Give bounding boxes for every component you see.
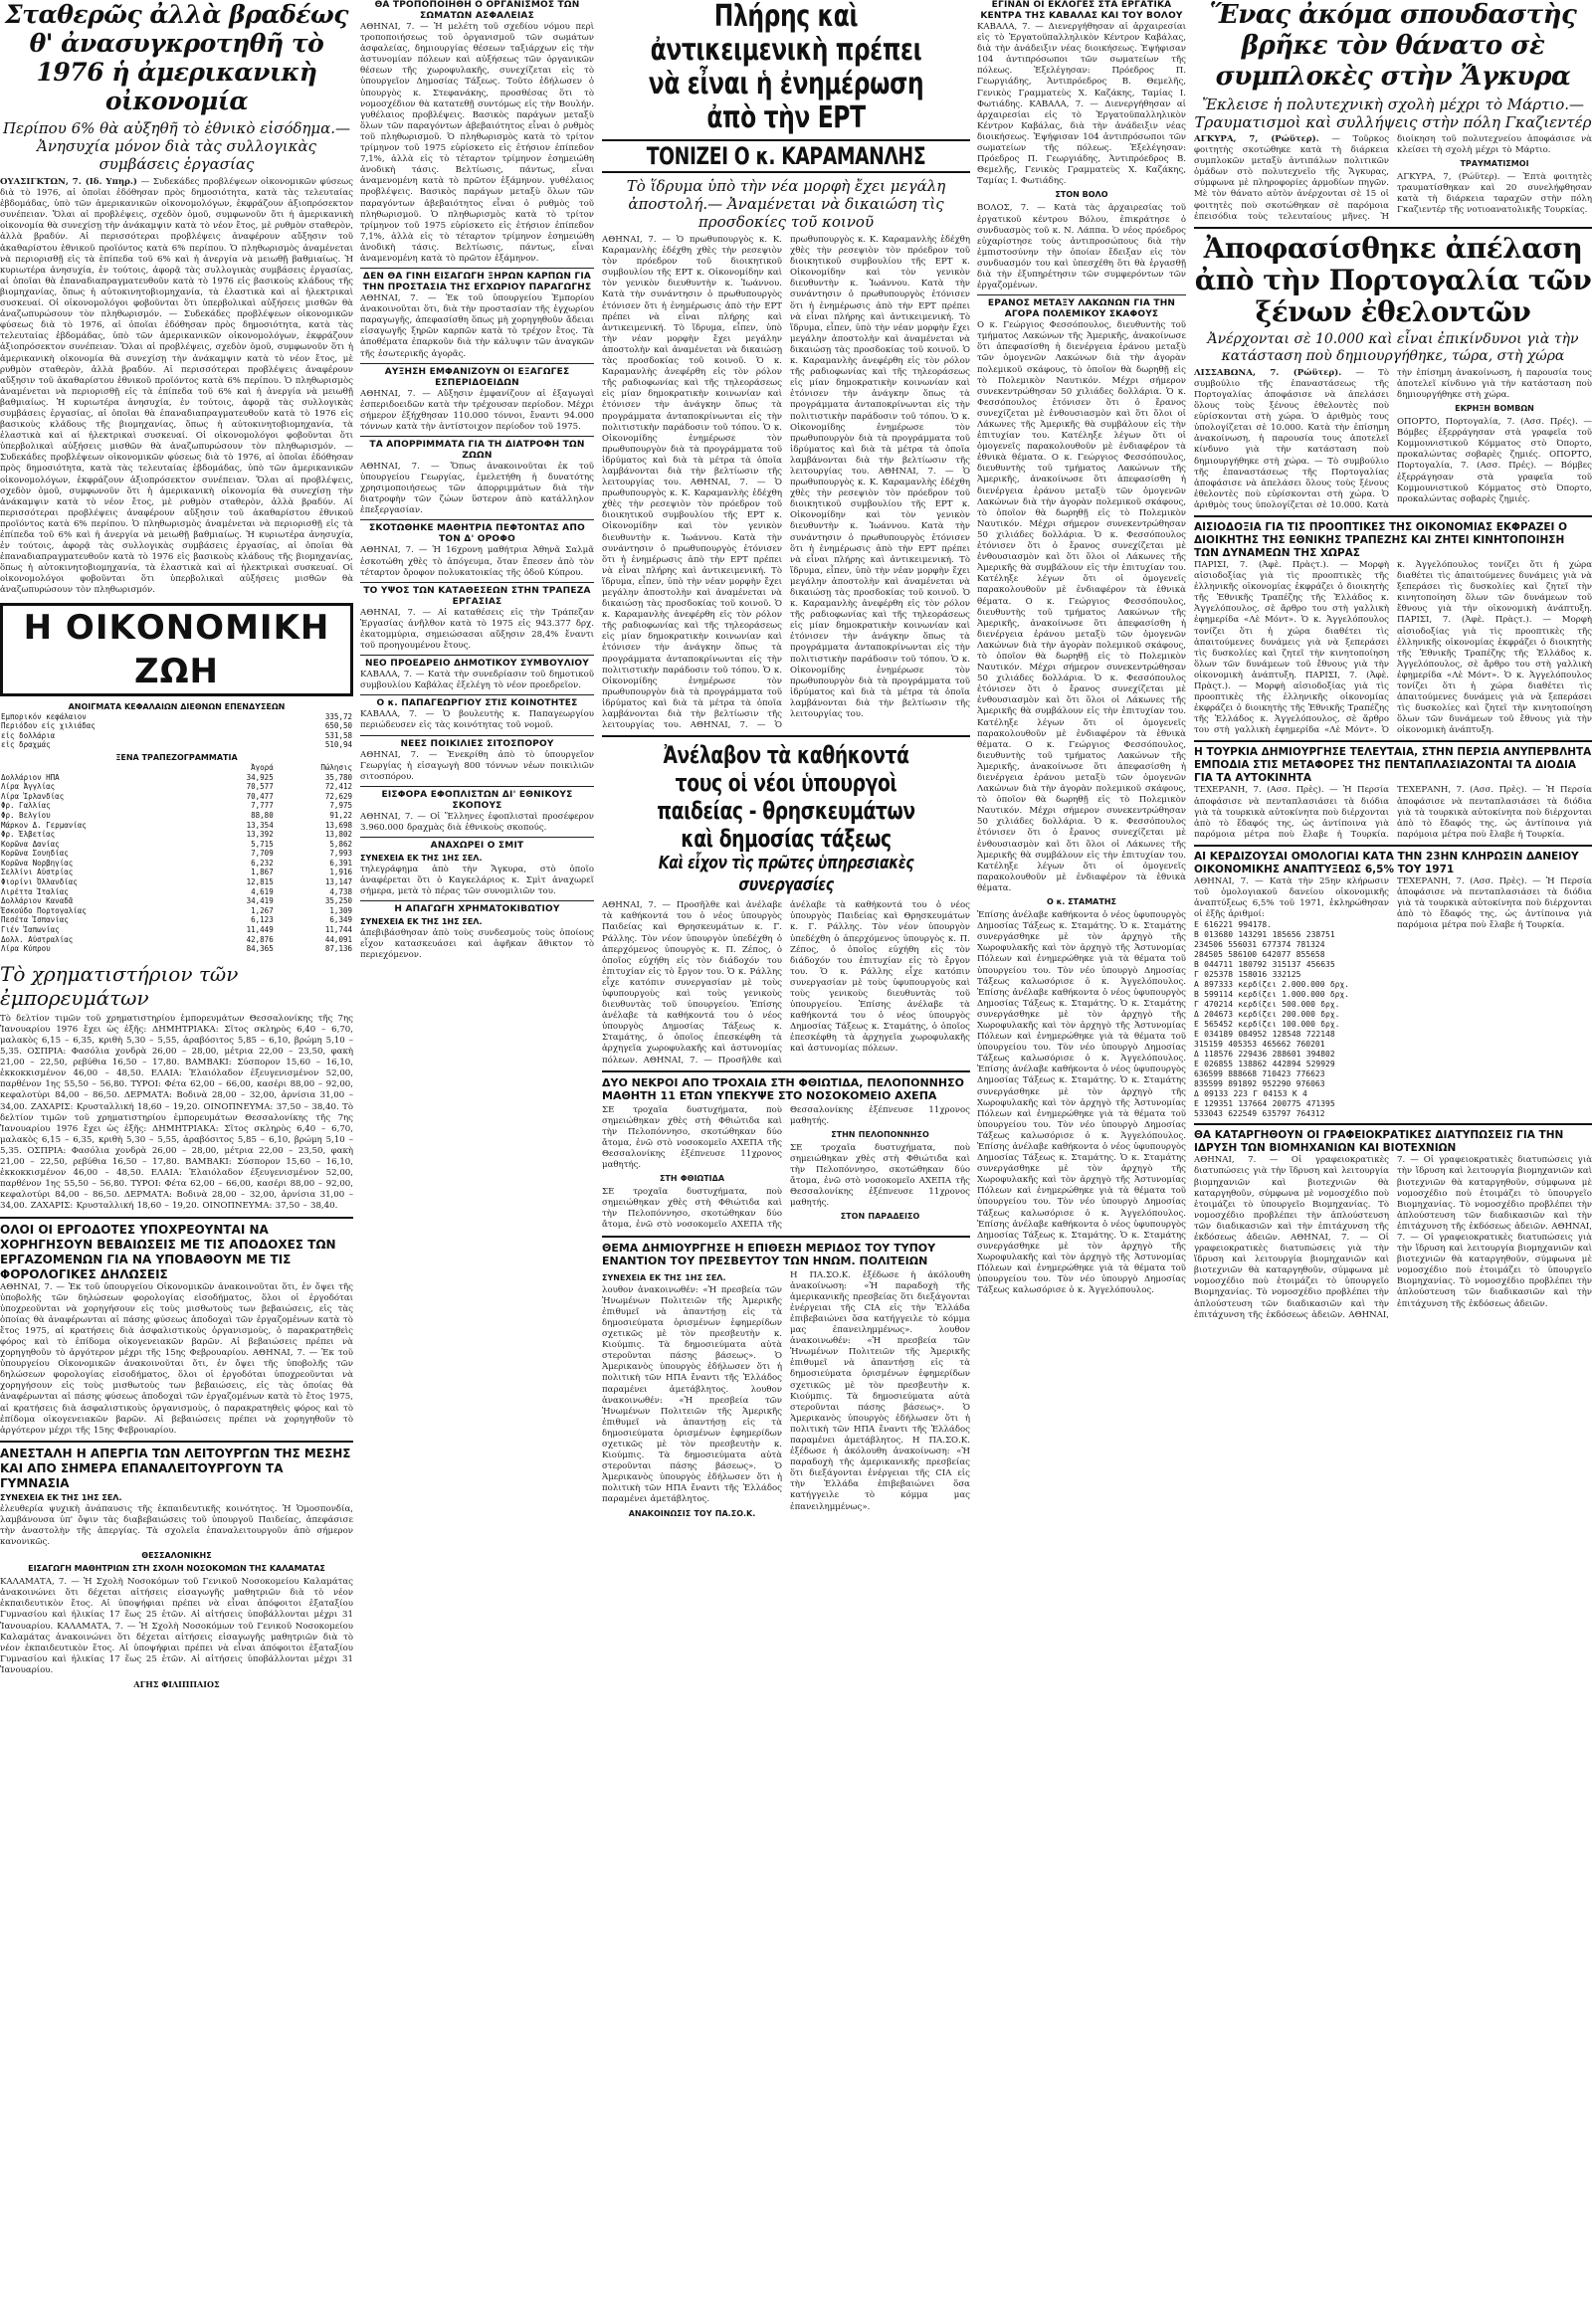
- row-label: Σελλίνι Αὐστρίας: [1, 868, 74, 877]
- article-student-fall: [360, 545, 594, 578]
- article-text-repeat: ΠΑΡΙΣΙ, 7. (Ἀφὲ. Πρὰςτ.). — Μορφὴ αἰσιοδοξίας γιὰ τὶς προοπτικὲς τῆς ἑλληνικῆς οἰκονομίας ἐκφράζει ὁ διοικητὴς τῆς Ἐθνικῆς Τραπέζης τῆς Ἑλλάδος κ. Ἀγγελόπουλος, σὲ ἄρθρο του στὴ γαλλικὴ ἐφημερίδα «Λὲ Μόντ». Ὁ κ. Ἀγγελόπουλος τονίζει ὅτι ἡ χώρα διαθέτει τὶς ἀπαιτούμενες δυνάμεις γιὰ νὰ ξεπεράσει τὶς δυσκολίες καὶ ζητεῖ τὴν κινητοποίηση ὅλων τῶν δυνάμεων τοῦ ἔθνους γιὰ τὴν οἰκονομικὴ ἀνάπτυξη.: [1194, 559, 1592, 736]
- article-text: ΑΘΗΝΑΙ, 7. — Ὁ πρωθυπουργὸς κ. Κ. Καραμανλὴς ἐδέχθη χθὲς τὴν ρεσεψιὸν τὸν πρόεδρον τοῦ διοικητικοῦ συμβουλίου τῆς ΕΡΤ κ. Οἰκονομίδην καὶ τὸν γενικὸν διευθυντὴν κ. Ἰωάννου. Κατὰ τὴν συνάντησιν ὁ πρωθυπουργὸς ἐτόνισεν ὅτι ἡ ἐνημέρωσις ἀπὸ τὴν ΕΡΤ πρέπει νὰ εἶναι πλήρης καὶ ἀντικειμενική. Τὸ ἵδρυμα, εἶπεν, ὑπὸ τὴν νέαν μορφὴν ἔχει μεγάλην ἀποστολὴν καὶ ἀναμένεται νὰ δικαιώσῃ τὰς προσδοκίας τοῦ κοινοῦ. Ὁ κ. Καραμανλὴς ἀνεφέρθη εἰς τὸν ρόλον τῆς ραδιοφωνίας καὶ τῆς τηλεοράσεως εἰς μίαν δημοκρατικὴν κοινωνίαν καὶ ἐτόνισεν τὴν ἀνάγκην ὅπως τὰ προγράμματα ἀνταποκρίνωνται εἰς τὴν πολιτιστικὴν παράδοσιν τοῦ τόπου. Ὁ κ. Οἰκονομίδης ἐνημέρωσε τὸν πρωθυπουργὸν διὰ τὰ προγράμματα τοῦ ἱδρύματος καὶ διὰ τὰ μέτρα τὰ ὁποῖα λαμβάνονται διὰ τὴν βελτίωσιν τῆς λειτουργίας του.: [602, 235, 782, 488]
- table-title: ΑΝΟΙΓΜΑΤΑ ΚΕΦΑΛΑΙΩΝ ΔΙΕΘΝΩΝ ΕΠΕΝΔΥΣΕΩΝ: [68, 701, 286, 711]
- table-row: [0, 811, 353, 821]
- table-row: [0, 935, 353, 945]
- article-text-repeat: ΑΘΗΝΑΙ, 7. — Ὁ πρωθυπουργὸς κ. Κ. Καραμανλὴς ἐδέχθη χθὲς τὴν ρεσεψιὸν τὸν πρόεδρον τοῦ διοικητικοῦ συμβουλίου τῆς ΕΡΤ κ. Οἰκονομίδην καὶ τὸν γενικὸν διευθυντὴν κ. Ἰωάννου. Κατὰ τὴν συνάντησιν ὁ πρωθυπουργὸς ἐτόνισεν ὅτι ἡ ἐνημέρωσις ἀπὸ τὴν ΕΡΤ πρέπει νὰ εἶναι πλήρης καὶ ἀντικειμενική. Τὸ ἵδρυμα, εἶπεν, ὑπὸ τὴν νέαν μορφὴν ἔχει μεγάλην ἀποστολὴν καὶ ἀναμένεται νὰ δικαιώσῃ τὰς προσδοκίας τοῦ κοινοῦ. Ὁ κ. Καραμανλὴς ἀνεφέρθη εἰς τὸν ρόλον τῆς ραδιοφωνίας καὶ τῆς τηλεοράσεως εἰς μίαν δημοκρατικὴν κοινωνίαν καὶ ἐτόνισεν τὴν ἀνάγκην ὅπως τὰ προγράμματα ἀνταποκρίνωνται εἰς τὴν πολιτιστικὴν παράδοσιν τοῦ τόπου. Ὁ κ. Οἰκονομίδης ἐνημέρωσε τὸν πρωθυπουργὸν διὰ τὰ προγράμματα τοῦ ἱδρύματος καὶ διὰ τὰ μέτρα τὰ ὁποῖα λαμβάνονται διὰ τὴν βελτίωσιν τῆς λειτουργίας του.: [690, 235, 970, 731]
- bond-number-line: 234506 556031 677374 781324: [1194, 940, 1325, 950]
- table-row: [0, 868, 353, 877]
- row-label: Φρ. Βελγίου: [1, 810, 51, 820]
- headline-us-economy: Σταθερῶς ἀλλὰ βραδέως θ' ἀνασυγκροτηθῆ τὸ 1976 ἡ ἀμερικανικὴ οἰκονομία: [4, 0, 349, 115]
- row-label: Δολλάριον Καναδᾶ: [1, 896, 74, 906]
- table-row: [0, 782, 353, 792]
- article-portugal: [1194, 368, 1592, 511]
- article-text: ΑΘΗΝΑΙ, 7. — Ὅπως ἀνακοινοῦται ἐκ τοῦ ὑπουργείου Γεωργίας, ἐμελετήθη ἡ δυνατότης χρησιμοποιήσεως τῶν ἀπορριμμάτων διὰ τὴν διατροφὴν τῶν ζώων ὕστερον ἀπὸ κατάλληλον ἐπεξεργασίαν.: [360, 462, 594, 516]
- cell-value: 7,709: [251, 849, 274, 859]
- article-text: ΣΕ τροχαῖα δυστυχήματα, ποὺ σημειώθηκαν χθὲς στὴ Φθιώτιδα καὶ τὴν Πελοπόννησο, σκοτώθηκαν δύο ἄτομα, ἐνῶ στὸ νοσοκομεῖο ΑΧΕΠΑ τῆς Θεσσαλονίκης ἐξέπνευσε 11χρονος μαθητής.: [602, 1104, 782, 1171]
- dateline: ΟΥΑΣΙΓΚΤΩΝ, 7. (Ιδ. Υπηρ.): [0, 177, 137, 187]
- article-text: ΑΓΚΥΡΑ, 7, (Ρώϋτερ). — Ἑπτὰ φοιτητὲς τραυματίσθηκαν καὶ 20 συνελήφθησαν κατὰ τὴ διάρκεια ταραχῶν στὴν πόλη Γκαζιεντέρ τῆς νοτιοανατολικῆς Τουρκίας.: [1397, 172, 1592, 216]
- row-label: Δολλ. Αὐστραλίας: [1, 934, 74, 944]
- cell-value: 34,419: [246, 896, 274, 906]
- bond-number-list: [1194, 920, 1389, 1119]
- table-row: [0, 792, 353, 802]
- article-text: ΑΘΗΝΑΙ, 7. — Οἱ Ἕλληνες ἐφοπλισταὶ προσέφερον 3.960.000 δραχμὰς διὰ ἐθνικοὺς σκοπούς.: [360, 811, 594, 833]
- bond-number-line: Δ 09133 223 Γ 04153 Κ 4: [1194, 1089, 1307, 1099]
- headline-security-forces: ΘΑ ΤΡΟΠΟΠΟΙΗΘΗ Ο ΟΡΓΑΝΙΣΜΟΣ ΤΩΝ ΣΩΜΑΤΩΝ ΑΣΦΑΛΕΙΑΣ: [374, 0, 580, 21]
- article-text: ἀπεβιβάσθησαν ἀπὸ τοὺς συνδεσμοὺς τοὺς ὁποίους εἶχον κατασκευάσει καὶ ἀφῆκαν ἄθικτον τὸ περιεχόμενον.: [360, 928, 594, 961]
- article-text: Η ΠΑ.ΣΟ.Κ. ἐξέδωσε ἡ ἀκόλουθη ἀνακοίνωση: «Ἡ παραδοχὴ τῆς ἀμερικανικῆς πρεσβείας ὅτι διεξάγονται ἐνέργειαι τῆς CIA εἰς τὴν Ἑλλάδα ἐπιβεβαιώνει ὅσα κατήγγειλε τὸ κόμμα μας ἐπανειλημμένως».: [790, 1269, 970, 1336]
- subheading: ΣΤΟΝ ΠΑΡΑΔΕΙΣΟ: [840, 1212, 920, 1222]
- bond-number-line: 315159 405353 465662 760201: [1194, 1040, 1325, 1050]
- headline-bureaucracy: ΘΑ ΚΑΤΑΡΓΗΘΟΥΝ ΟΙ ΓΡΑΦΕΙΟΚΡΑΤΙΚΕΣ ΔΙΑΤΥΠΩΣΕΙΣ ΓΙΑ ΤΗΝ ΙΔΡΥΣΗ ΤΩΝ ΒΙΟΜΗΧΑΝΙΩΝ ΚΑΙ ΒΙΟΤΕΧΝΙΩΝ: [1194, 1129, 1564, 1155]
- article-text-repeat: Ἐπίσης ἀνέλαβε καθήκοντα ὁ νέος ὑφυπουργὸς Δημοσίας Τάξεως κ. Σταμάτης. Ὁ κ. Σταμάτης συνεργάσθηκε μὲ τὸν ἀρχηγὸ τῆς Χωροφυλακῆς καὶ τὸν ἀρχηγὸ τῆς Ἀστυνομίας Πόλεων καὶ ἐνημερώθηκε γιὰ τὰ θέματα τοῦ ὑπουργείου του. Τὸν νέο ὑπουργὸ Δημοσίας Τάξεως καλωσόρισε ὁ κ. Ἀγγελόπουλος.: [977, 987, 1186, 1065]
- cell-value: 7,993: [329, 849, 352, 859]
- table-row: [0, 840, 353, 850]
- bond-number-line: Β 599114 κερδίζει 1.000.000 δρχ.: [1194, 990, 1350, 1000]
- headline-new-ministers: Ἀνέλαβον τὰ καθήκοντά τους οἱ νέοι ὑπουργοὶ παιδείας - θρησκευμάτων καὶ δημοσίας τάξεως: [657, 741, 915, 854]
- headline-traffic-deaths: ΔΥΟ ΝΕΚΡΟΙ ΑΠΟ ΤΡΟΧΑΙΑ ΣΤΗ ΦΘΙΩΤΙΔΑ, ΠΕΛΟΠΟΝΝΗΣΟ ΜΑΘΗΤΗ 11 ΕΤΩΝ ΥΠΕΚΥΨΕ ΣΤΟ ΝΟΣΟΚΟΜΕΙΟ ΑΧΕΠΑ: [602, 1075, 964, 1102]
- cell-value: 42,876: [246, 934, 274, 944]
- headline-bonds: ΑΙ ΚΕΡΔΙΖΟΥΣΑΙ ΟΜΟΛΟΓΙΑΙ ΚΑΤΑ ΤΗΝ 23ΗΝ ΚΛΗΡΩΣΙΝ ΔΑΝΕΙΟΥ ΟΙΚΟΝΟΜΙΚΗΣ ΑΝΑΠΤΥΞΕΩΣ 6,5% ΤΟΥ 1971: [1194, 850, 1579, 875]
- article-text-repeat: Ο κ. Γεώργιος Φεσσόπουλος, διευθυντὴς τοῦ τμήματος Λακώνων τῆς Ἀμερικῆς, ἀνακοίνωσε ὅτι ἀπεφασίσθη ἡ διενέργεια ἐράνου μεταξὺ τῶν ὁμογενῶν Λακώνων διὰ τὴν ἀγορὰν πολεμικοῦ σκάφους, τὸ ὁποῖον θὰ δωρηθῇ εἰς τὸ Πολεμικὸν Ναυτικόν. Μέχρι σήμερον συνεκεντρώθησαν 50 χιλιάδες δολλάρια. Ὁ κ. Φεσσόπουλος ἐτόνισεν ὅτι ὁ ἔρανος συνεχίζεται μὲ ἐνθουσιασμὸν καὶ ὅτι ὅλοι οἱ Λάκωνες τῆς Ἀμερικῆς θὰ συμβάλουν εἰς τὴν ἐπιτυχίαν του. Κατέληξε λέγων ὅτι οἱ ὁμογενεῖς παρακολουθοῦν μὲ ἐνδιαφέρον τὰ ἐθνικὰ θέματα.: [977, 453, 1186, 607]
- article-text-repeat: Ἐπίσης ἀνέλαβε καθήκοντα ὁ νέος ὑφυπουργὸς Δημοσίας Τάξεως κ. Σταμάτης. Ὁ κ. Σταμάτης συνεργάσθηκε μὲ τὸν ἀρχηγὸ τῆς Χωροφυλακῆς καὶ τὸν ἀρχηγὸ τῆς Ἀστυνομίας Πόλεων καὶ ἐνημερώθηκε γιὰ τὰ θέματα τοῦ ὑπουργείου του. Τὸν νέο ὑπουργὸ Δημοσίας Τάξεως καλωσόρισε ὁ κ. Ἀγγελόπουλος.: [977, 1065, 1186, 1141]
- article-strike: [0, 1504, 353, 1548]
- article-stamatis: [977, 910, 1186, 1296]
- article-text-repeat: ΑΘΗΝΑΙ, 7. — Ὁ πρωθυπουργὸς κ. Κ. Καραμανλὴς ἐδέχθη χθὲς τὴν ρεσεψιὸν τὸν πρόεδρον τοῦ διοικητικοῦ συμβουλίου τῆς ΕΡΤ κ. Οἰκονομίδην καὶ τὸν γενικὸν διευθυντὴν κ. Ἰωάννου. Κατὰ τὴν συνάντησιν ὁ πρωθυπουργὸς ἐτόνισεν ὅτι ἡ ἐνημέρωσις ἀπὸ τὴν ΕΡΤ πρέπει νὰ εἶναι πλήρης καὶ ἀντικειμενική. Τὸ ἵδρυμα, εἶπεν, ὑπὸ τὴν νέαν μορφὴν ἔχει μεγάλην ἀποστολὴν καὶ ἀναμένεται νὰ δικαιώσῃ τὰς προσδοκίας τοῦ κοινοῦ. Ὁ κ. Καραμανλὴς ἀνεφέρθη εἰς τὸν ρόλον τῆς ραδιοφωνίας καὶ τῆς τηλεοράσεως εἰς μίαν δημοκρατικὴν κοινωνίαν καὶ ἐτόνισεν τὴν ἀνάγκην ὅπως τὰ προγράμματα ἀνταποκρίνωνται εἰς τὴν πολιτιστικὴν παράδοσιν τοῦ τόπου. Ὁ κ. Οἰκονομίδης ἐνημέρωσε τὸν πρωθυπουργὸν διὰ τὰ προγράμματα τοῦ ἱδρύματος καὶ διὰ τὰ μέτρα τὰ ὁποῖα λαμβάνονται διὰ τὴν βελτίωσιν τῆς λειτουργίας του.: [790, 466, 970, 720]
- article-text: ΤΕΧΕΡΑΝΗ, 7. (Ασσ. Πρὲς). — Ἡ Περσία ἀποφάσισε νὰ πενταπλασιάσει τὰ διόδια γιὰ τὰ τουρκικὰ αὐτοκίνητα ποὺ διέρχονται ἀπὸ τὸ ἔδαφός της, ὡς ἀντίποινα γιὰ παρόμοια μέτρα ποὺ ἔλαβε ἡ Τουρκία.: [1397, 875, 1592, 931]
- continued-label: ΣΥΝΕΧΕΙΑ ΕΚ ΤΗΣ 1ΗΣ ΣΕΛ.: [602, 1272, 726, 1282]
- article-citrus: [360, 389, 594, 433]
- article-ert: [602, 235, 970, 731]
- bond-number-line: 636599 888668 710423 776623: [1194, 1069, 1325, 1079]
- cell-value: 12,815: [246, 877, 274, 887]
- article-text: ΚΑΒΑΛΑ, 7. — Κατὰ τὴν συνεδρίασιν τοῦ δημοτικοῦ συμβουλίου Καβάλας ἐξελέγη τὸ νέον προεδρεῖον.: [360, 670, 594, 691]
- subhead-karamanlis: ΤΟΝΙΖΕΙ Ο κ. ΚΑΡΑΜΑΝΛΗΣ: [646, 142, 926, 170]
- headline-teachers-strike: ΑΝΕΣΤΑΛΗ Η ΑΠΕΡΓΙΑ ΤΩΝ ΛΕΙΤΟΥΡΓΩΝ ΤΗΣ ΜΕΣΗΣ ΚΑΙ ΑΠΟ ΣΗΜΕΡΑ ΕΠΑΝΑΛΕΙΤΟΥΡΓΟΥΝ ΤΑ ΓΥΜΝΑΣΙΑ: [0, 1446, 351, 1490]
- article-text: ΑΘΗΝΑΙ, 7. — Ἐκ τοῦ ὑπουργείου Οἰκονομικῶν ἀνακοινοῦται ὅτι, ἐν ὄψει τῆς ὑποβολῆς τῶν δηλώσεων φορολογίας εἰσοδήματος, ὅλοι οἱ ἐργοδόται ὑποχρεοῦνται νὰ χορηγήσουν εἰς τοὺς μισθωτοὺς των βεβαιώσεις, εἰς τὰς ὁποίας θὰ ἀναφέρωνται αἱ πάσης φύσεως ἀποδοχαὶ τῶν ἐργαζομένων κατὰ τὸ ἔτος 1975, αἱ κρατήσεις διὰ ἀσφαλιστικοὺς ὀργανισμοὺς, ὁ παρακρατηθεὶς φόρος καὶ τὸ ἐπίδομα οἰκογενειακῶν βαρῶν. Αἱ βεβαιώσεις πρέπει νὰ χορηγηθοῦν τὸ ἀργότερον μέχρι τῆς 15ης Φεβρουαρίου.: [0, 1281, 353, 1359]
- column-header: [0, 763, 206, 773]
- article-schmidt: [360, 865, 594, 897]
- table-row: [0, 801, 353, 811]
- continued-label: ΣΥΝΕΧΕΙΑ ΕΚ ΤΗΣ 1ΗΣ ΣΕΛ.: [360, 917, 483, 927]
- article-text: ΑΘΗΝΑΙ, 7. — Προσῆλθε καὶ ἀνέλαβε τὰ καθήκοντά του ὁ νέος ὑπουργὸς Παιδείας καὶ Θρησκευμάτων κ. Γ. Ράλλης. Τὸν νέον ὑπουργὸν ὑπεδέχθη ὁ ἀπερχόμενος ὑπουργὸς κ. Π. Ζέπος, ὁ ὁποῖος εὐχήθη εἰς τὸν διάδοχόν του ἐπιτυχίαν εἰς τὸ ἔργον του. Ὁ κ. Ράλλης εἶχε κατόπιν συνεργασίαν μὲ τοὺς ὑφυπουργοὺς καὶ τοὺς γενικοὺς διευθυντὰς τοῦ ὑπουργείου. Ἐπίσης ἀνέλαβε τὰ καθήκοντά του ὁ νέος ὑπουργὸς Δημοσίας Τάξεως κ. Σταμάτης, ὁ ὁποῖος ἐπεσκέφθη τὰ ἀρχηγεῖα χωροφυλακῆς καὶ ἀστυνομίας πόλεων.: [602, 900, 782, 1065]
- article-bureaucracy: [1194, 1155, 1592, 1320]
- bond-number-line: Ε 565452 κερδίζει 100.000 δρχ.: [1194, 1020, 1340, 1030]
- table-row: [0, 925, 353, 935]
- cell-value: 13,698: [324, 820, 352, 830]
- article-text-repeat: Ο κ. Γεώργιος Φεσσόπουλος, διευθυντὴς τοῦ τμήματος Λακώνων τῆς Ἀμερικῆς, ἀνακοίνωσε ὅτι ἀπεφασίσθη ἡ διενέργεια ἐράνου μεταξὺ τῶν ὁμογενῶν Λακώνων διὰ τὴν ἀγορὰν πολεμικοῦ σκάφους, τὸ ὁποῖον θὰ δωρηθῇ εἰς τὸ Πολεμικὸν Ναυτικόν. Μέχρι σήμερον συνεκεντρώθησαν 50 χιλιάδες δολλάρια. Ὁ κ. Φεσσόπουλος ἐτόνισεν ὅτι ὁ ἔρανος συνεχίζεται μὲ ἐνθουσιασμὸν καὶ ὅτι ὅλοι οἱ Λάκωνες τῆς Ἀμερικῆς θὰ συμβάλουν εἰς τὴν ἐπιτυχίαν του. Κατέληξε λέγων ὅτι οἱ ὁμογενεῖς παρακολουθοῦν μὲ ἐνδιαφέρον τὰ ἐθνικὰ θέματα.: [977, 596, 1186, 750]
- continued-label: ΣΥΝΕΧΕΙΑ ΕΚ ΤΗΣ 1ΗΣ ΣΕΛ.: [0, 1492, 122, 1502]
- headline-student-fall: ΣΚΟΤΩΘΗΚΕ ΜΑΘΗΤΡΙΑ ΠΕΦΤΟΝΤΑΣ ΑΠΟ ΤΟΝ Δ' ΟΡΟΦΟ: [369, 523, 585, 545]
- article-text: — Τοῦρκος φοιτητὴς σκοτώθηκε κατὰ τὴ διάρκεια συμπλοκῶν μεταξὺ ἀντιπάλων πολιτικῶν ὁμάδων στὸ πολυτεχνεῖο τῆς Ἄγκυρας, σύμφωνα μὲ πληροφορίες ἀρμοδίων πηγῶν. Μὲ τὸν θάνατο αὐτὸν ἀνέρχονται σὲ 15 οἱ φοιτητὲς ποὺ σκοτώθηκαν σὲ παρόμοια ἐπεισόδια τοὺς τελευταίους μῆνες. Ἡ διοίκηση τοῦ πολυτεχνείου ἀποφάσισε νὰ κλείσει τὴ σχολὴ μέχρι τὸ Μάρτιο.: [1194, 134, 1592, 222]
- cell-value: 72,412: [324, 782, 352, 792]
- bond-number-line: Β 013680 143291 185656 238751: [1194, 930, 1335, 940]
- cell-value: 531,58: [324, 730, 352, 740]
- article-text-repeat: Ἐπίσης ἀνέλαβε καθήκοντα ὁ νέος ὑφυπουργὸς Δημοσίας Τάξεως κ. Σταμάτης. Ὁ κ. Σταμάτης συνεργάσθηκε μὲ τὸν ἀρχηγὸ τῆς Χωροφυλακῆς καὶ τὸν ἀρχηγὸ τῆς Ἀστυνομίας Πόλεων καὶ ἐνημερώθηκε γιὰ τὰ θέματα τοῦ ὑπουργείου του. Τὸν νέο ὑπουργὸ Δημοσίας Τάξεως καλωσόρισε ὁ κ. Ἀγγελόπουλος.: [977, 1219, 1186, 1296]
- headline-citrus-exports: ΑΥΞΗΣΗ ΕΜΦΑΝΙΖΟΥΝ ΟΙ ΕΞΑΓΩΓΕΣ ΕΣΠΕΡΙΔΟΕΙΔΩΝ: [384, 366, 570, 388]
- article-text: ΑΘΗΝΑΙ, 7. — Ἐκ τοῦ ὑπουργείου Ἐμπορίου ἀνακοινοῦται ὅτι, διὰ τὴν προστασίαν τῆς ἐγχωρίου παραγωγῆς, ἀπεφασίσθη ὅπως μὴ χορηγηθοῦν ἄδειαι εἰσαγωγῆς ξηρῶν καρπῶν κατὰ τὸ τρέχον ἔτος. Τὰ ἀποθέματα ἐπαρκοῦν διὰ τὴν κάλυψιν τῶν ἀναγκῶν τῆς ἐσωτερικῆς ἀγορᾶς.: [360, 293, 594, 359]
- cell-value: 1,867: [251, 868, 274, 877]
- article-us-economy: [0, 177, 353, 597]
- article-text: ΑΘΗΝΑΙ, 7. — Ἐνεκρίθη ἀπὸ τὸ ὑπουργεῖον Γεωργίας ἡ εἰσαγωγὴ 800 τόννων νέων ποικιλιῶν σιτοσπόρου.: [360, 749, 594, 782]
- row-label: Φρ. Ἐλβετίας: [1, 830, 56, 840]
- cell-value: 6,123: [251, 915, 274, 925]
- article-text-repeat: λουθον ἀνακοινωθέν: «Ἡ πρεσβεία τῶν Ἡνωμένων Πολιτειῶν τῆς Ἀμερικῆς ἐπιθυμεῖ νὰ ἀπαντήσῃ εἰς τὰ δημοσιεύματα ὁρισμένων ἐφημερίδων σχετικῶς μὲ τὸν πρεσβευτὴν κ. Κιούμπις. Τὰ δημοσιεύματα αὐτὰ στεροῦνται πάσης βάσεως». Ὁ Ἀμερικανὸς ὑπουργὸς ἐδήλωσεν ὅτι ἡ πολιτικὴ τῶν ΗΠΑ ἔναντι τῆς Ἑλλάδος παραμένει ἀμετάβλητος.: [602, 1384, 782, 1505]
- article-text-repeat: — Τὸ συμβούλιο τῆς ἐπαναστάσεως τῆς Πορτογαλίας ἀποφάσισε νὰ ἀπελάσει ὅλους τοὺς ξένους ἐθελοντὲς ποὺ εὑρίσκονται στὴ χώρα. Ὁ ἀριθμὸς τους ὑπολογίζεται σὲ 10.000. Κατὰ τὴν ἐπίσημη ἀνακοίνωση, ἡ παρουσία τους ἀποτελεῖ κίνδυνο γιὰ τὴν κατάσταση ποὺ δημιουργήθηκε στὴ χώρα.: [1194, 367, 1592, 510]
- article-ankara: [1194, 134, 1592, 223]
- table-row: [0, 849, 353, 859]
- subheading: ΤΡΑΥΜΑΤΙΣΜΟΙ: [1460, 159, 1529, 169]
- article-text-repeat: Ἐπίσης ἀνέλαβε καθήκοντα ὁ νέος ὑφυπουργὸς Δημοσίας Τάξεως κ. Σταμάτης. Ὁ κ. Σταμάτης συνεργάσθηκε μὲ τὸν ἀρχηγὸ τῆς Χωροφυλακῆς καὶ τὸν ἀρχηγὸ τῆς Ἀστυνομίας Πόλεων καὶ ἐνημερώθηκε γιὰ τὰ θέματα τοῦ ὑπουργείου του. Τὸν νέο ὑπουργὸ Δημοσίας Τάξεως καλωσόρισε ὁ κ. Ἀγγελόπουλος.: [977, 1142, 1186, 1219]
- article-text-repeat: ΑΘΗΝΑΙ, 7. — Οἱ γραφειοκρατικὲς διατυπώσεις γιὰ τὴν ἵδρυση καὶ λειτουργία βιομηχανιῶν καὶ βιοτεχνιῶν θὰ καταργηθοῦν, σύμφωνα μὲ νομοσχέδιο ποὺ ἑτοιμάζει τὸ ὑπουργεῖο Βιομηχανίας. Τὸ νομοσχέδιο προβλέπει τὴν ἀπλούστευση τῶν διαδικασιῶν καὶ τὴν ἐπιτάχυνση τῆς ἐκδόσεως ἀδειῶν.: [1194, 1232, 1389, 1320]
- cell-value: 1,309: [329, 905, 352, 915]
- cell-value: 11,449: [246, 925, 274, 935]
- row-label: εἰς δραχμάς: [1, 740, 51, 750]
- article-traffic: [602, 1105, 970, 1232]
- column-header: Ἀγορά: [251, 762, 274, 772]
- article-dried-fruits: [360, 293, 594, 360]
- row-label: Φρ. Γαλλίας: [1, 801, 51, 811]
- subhead-ministers: Καὶ εἶχον τὶς πρῶτες ὑπηρεσιακὲς συνεργασίες: [658, 853, 914, 896]
- cell-value: 335,72: [324, 711, 352, 721]
- cell-value: 6,349: [329, 915, 352, 925]
- article-text: ΑΘΗΝΑΙ, 7. — Οἱ γραφειοκρατικὲς διατυπώσεις γιὰ τὴν ἵδρυση καὶ λειτουργία βιομηχανιῶν καὶ βιοτεχνιῶν θὰ καταργηθοῦν, σύμφωνα μὲ νομοσχέδιο ποὺ ἑτοιμάζει τὸ ὑπουργεῖο Βιομηχανίας. Τὸ νομοσχέδιο προβλέπει τὴν ἀπλούστευση τῶν διαδικασιῶν καὶ τὴν ἐπιτάχυνση τῆς ἐκδόσεως ἀδειῶν.: [1194, 1155, 1389, 1243]
- banknotes-table: [0, 763, 353, 954]
- article-text: ἐλευθερία ψυχικὴ ἀνάπαυσις τῆς ἐκπαιδευτικῆς κοινότητος. Ἡ Ὁμοσπονδία, λαμβάνουσα ὑπ' ὄψιν τὰς διαβεβαιώσεις τοῦ ὑπουργοῦ Παιδείας, ἀπεφάσισε τὴν ἀναστολὴν τῆς ἀπεργίας. Τὰ σχολεῖα ἐπαναλειτουργοῦν ἀπὸ σήμερον κανονικῶς.: [0, 1503, 353, 1548]
- article-text: ΤΕΧΕΡΑΝΗ, 7. (Ασσ. Πρὲς). — Ἡ Περσία ἀποφάσισε νὰ πενταπλασιάσει τὰ διόδια γιὰ τὰ τουρκικὰ αὐτοκίνητα ποὺ διέρχονται ἀπὸ τὸ ἔδαφός της, ὡς ἀντίποινα γιὰ παρόμοια μέτρα ποὺ ἔλαβε ἡ Τουρκία.: [1194, 785, 1389, 840]
- headline-shipowners: ΕΙΣΦΟΡΑ ΕΦΟΠΛΙΣΤΩΝ ΔΙ' ΕΘΝΙΚΟΥΣ ΣΚΟΠΟΥΣ: [381, 789, 573, 811]
- cell-value: 35,250: [324, 896, 352, 906]
- row-label: Κορῶνα Νορβηγίας: [1, 858, 74, 868]
- column-3: [602, 0, 970, 2324]
- article-text-repeat: ΑΘΗΝΑΙ, 7. — Οἱ γραφειοκρατικὲς διατυπώσεις γιὰ τὴν ἵδρυση καὶ λειτουργία βιομηχανιῶν καὶ βιοτεχνιῶν θὰ καταργηθοῦν, σύμφωνα μὲ νομοσχέδιο ποὺ ἑτοιμάζει τὸ ὑπουργεῖο Βιομηχανίας. Τὸ νομοσχέδιο προβλέπει τὴν ἀπλούστευση τῶν διαδικασιῶν καὶ τὴν ἐπιτάχυνση τῆς ἐκδόσεως ἀδειῶν.: [1348, 1155, 1592, 1320]
- table-row: [0, 721, 353, 731]
- subhead-portugal: Ἀνέρχονται σὲ 10.000 καὶ εἶναι ἐπικίνδυνοι γιὰ τὴν κατάσταση ποὺ δημιουργήθηκε, τώρα, στὴ χώρα: [1207, 330, 1579, 364]
- table-row: [0, 877, 353, 887]
- row-label: Ἐσκούδο Πορτογαλίας: [1, 905, 87, 915]
- article-commodities: [0, 1014, 353, 1213]
- article-text: ΑΘΗΝΑΙ, 7. — Ἡ μελέτη τοῦ σχεδίου νόμου περὶ τροποποιήσεως τοῦ ὀργανισμοῦ τῶν σωμάτων ἀσφαλείας, δημιουργίας θέσεων ταξιάρχων εἰς τὴν ἀστυνομίαν πόλεων καὶ αὐξήσεως τῶν ὀργανικῶν θέσεων τῆς χωροφυλακῆς, συνεχίζεται εἰς τὸ ὑπουργεῖον Δημοσίας Τάξεως. Τοῦτο ἐδήλωσεν ὁ ὑπουργὸς κ. Στεφανάκης, προσθέσας ὅτι τὸ νομοσχέδιον θὰ κατατεθῇ συντόμως εἰς τὴν Βουλήν.: [360, 22, 594, 109]
- subheading: ΕΚΡΗΞΗ ΒΟΜΒΩΝ: [1455, 404, 1534, 414]
- headline-turkey-persia: Η ΤΟΥΡΚΙΑ ΔΗΜΙΟΥΡΓΗΣΕ ΤΕΛΕΥΤΑΙΑ, ΣΤΗΝ ΠΕΡΣΙΑ ΑΝΥΠΕΡΒΛΗΤΑ ΕΜΠΟΔΙΑ ΣΤΙΣ ΜΕΤΑΦΟΡΕΣ ΤΗΣ ΠΕΝΤΑΠΛΑΣΙΑΖΟΝΤΑΙ ΤΑ ΔΙΟΔΙΑ ΓΙΑ ΤΑ ΑΥΤΟΚΙΝΗΤΑ: [1194, 746, 1592, 785]
- table-row: [0, 896, 353, 906]
- headline-employers: ΟΛΟΙ ΟΙ ΕΡΓΟΔΟΤΕΣ ΥΠΟΧΡΕΟΥΝΤΑΙ ΝΑ ΧΟΡΗΓΗΣΟΥΝ ΒΕΒΑΙΩΣΕΙΣ ΜΕ ΤΙΣ ΑΠΟΔΟΧΕΣ ΤΩΝ ΕΡΓΑΖΟΜΕΝΩΝ ΓΙΑ ΝΑ ΥΠΟΒΑΘΟΥΝ ΜΕ ΤΙΣ ΦΟΡΟΛΟΓΙΚΕΣ ΔΗΛΩΣΕΙΣ: [0, 1222, 336, 1281]
- row-label: Γιέν Ἰαπωνίας: [1, 925, 60, 935]
- table-row: [0, 821, 353, 831]
- headline-safe-theft: Η ΑΠΑΓΩΓΗ ΧΡΗΜΑΤΟΚΙΒΩΤΙΟΥ: [394, 904, 560, 915]
- cell-value: 34,925: [246, 772, 274, 782]
- article-text-repeat: ΤΕΧΕΡΑΝΗ, 7. (Ασσ. Πρὲς). — Ἡ Περσία ἀποφάσισε νὰ πενταπλασιάσει τὰ διόδια γιὰ τὰ τουρκικὰ αὐτοκίνητα ποὺ διέρχονται ἀπὸ τὸ ἔδαφός της, ὡς ἀντίποινα γιὰ παρόμοια μέτρα ποὺ ἔλαβε ἡ Τουρκία.: [1397, 785, 1592, 840]
- table-row: [0, 740, 353, 750]
- article-text-repeat: — Συδεκάδες προβλέψεων οἰκονομικῶν φύσεως διὰ τὸ 1976, αἱ ὁποῖαι ἐδόθησαν πρὸς δημοσιότητα, κατὰ τὰς τελευταίας ἑβδομάδας, ὑπὸ τῶν ἀμερικανικῶν οἰκονομολόγων, ἐκφράζουν ἀξιοπρόσεκτον συνέπειαν. Ὅλαι αἱ προβλέψεις, σχεδὸν ὁμοῦ, συμφωνοῦν ὅτι ἡ ἀμερικανικὴ οἰκονομία θὰ συνεχίσῃ τὴν ἀνάκαμψιν κατὰ τὸ νέον ἔτος, μὲ ρυθμὸν σταθερὸν, ἀλλὰ βραδύν. Αἱ περισσότεραι προβλέψεις ἀναφέρουν αὔξησιν τοῦ ἀκαθαρίστου ἐθνικοῦ προϊόντος κατὰ 6% περίπου. Ὁ πληθωρισμὸς ἀναμένεται νὰ περιορισθῇ εἰς τὰ ἐπίπεδα τοῦ 6% καὶ ἡ ἀνεργία νὰ μειωθῇ βαθμιαίως. Ἡ κυριωτέρα ἀνησυχία, ἐν τούτοις, ἀφορᾷ τὰς συλλογικὰς συμβάσεις ἐργασίας, αἱ ὁποῖαι θὰ ἐπαναδιαπραγματευθοῦν κατὰ τὸ 1976 εἰς βασικοὺς κλάδους τῆς βιομηχανίας, ὅπως ἡ αὐτοκινητοβιομηχανία, τὰ ἐλαστικὰ καὶ αἱ ἠλεκτρικαὶ συσκευαί. Οἱ οἰκονομολόγοι φοβοῦνται ὅτι ὑπερβολικαὶ αὐξήσεις μισθῶν θὰ ἀναζωπυρώσουν τὸν πληθωρισμόν.: [0, 442, 353, 596]
- row-label: Μάρκον Δ. Γερμανίας: [1, 820, 87, 830]
- article-text: ΚΑΒΑΛΑ, 7. — Ὁ βουλευτὴς κ. Παπαγεωργίου περιώδευσεν εἰς τὰς κοινότητας τοῦ νομοῦ.: [360, 709, 594, 731]
- bond-number-line: Β 044711 180792 315137 456635: [1194, 960, 1335, 970]
- article-text-repeat: λουθον ἀνακοινωθέν: «Ἡ πρεσβεία τῶν Ἡνωμένων Πολιτειῶν τῆς Ἀμερικῆς ἐπιθυμεῖ νὰ ἀπαντήσῃ εἰς τὰ δημοσιεύματα ὁρισμένων ἐφημερίδων σχετικῶς μὲ τὸν πρεσβευτὴν κ. Κιούμπις. Τὰ δημοσιεύματα αὐτὰ στεροῦνται πάσης βάσεως». Ὁ Ἀμερικανὸς ὑπουργὸς ἐδήλωσεν ὅτι ἡ πολιτικὴ τῶν ΗΠΑ ἔναντι τῆς Ἑλλάδος παραμένει ἀμετάβλητος.: [790, 1325, 970, 1446]
- cell-value: 91,22: [329, 810, 352, 820]
- subheading: ΣΤΗΝ ΠΕΛΟΠΟΝΝΗΣΟ: [831, 1129, 929, 1139]
- headline-portugal: Ἀποφασίσθηκε ἀπέλαση ἀπὸ τὴν Πορτογαλία τῶν ξένων ἐθελοντῶν: [1194, 231, 1592, 328]
- bond-number-line: Ε 026855 138862 442894 529929: [1194, 1060, 1335, 1069]
- article-safe-theft: [360, 928, 594, 961]
- signature: ΑΓΗΣ ΦΙΛΙΠΠΑΙΟΣ: [133, 1679, 220, 1690]
- section-box-economic-life: Η ΟΙΚΟΝΟΜΙΚΗ ΖΩΗ: [0, 603, 353, 696]
- article-press: [602, 1270, 970, 1519]
- row-label: Κορῶνα Δανίας: [1, 839, 60, 849]
- subheading: ΘΕΣΣΑΛΟΝΙΚΗΣ: [141, 1551, 212, 1561]
- cell-value: 84,365: [246, 944, 274, 954]
- article-ministers: [602, 900, 970, 1065]
- headline-laconian-fund: ΕΡΑΝΟΣ ΜΕΤΑΞΥ ΛΑΚΩΝΩΝ ΓΙΑ ΤΗΝ ΑΓΟΡΑ ΠΟΛΕΜΙΚΟΥ ΣΚΑΦΟΥΣ: [987, 298, 1176, 320]
- article-text-repeat: γυθέλαιος προβλέψεις. Βασικὸς παράγων μεταξὺ ὅλων τῶν παραγόντων ἀβεβαιότητος εἶναι ὁ ρυθμὸς τοῦ πληθωρισμοῦ. Ὁ πληθωρισμὸς κατὰ τὸ τρίτον τρίμηνον τοῦ 1975 εὑρίσκετο εἰς ἐτήσιον ἐπίπεδον 7,1%, ἀλλὰ εἰς τὸ τέταρτον τρίμηνον ἐσημειώθη ἀνοδικὴ τάσις. Βελτίωσις, πάντως, εἶναι ἀναμενομένη κατὰ τὸ πρῶτον ἑξάμηνον.: [360, 176, 594, 264]
- headline-press-ambassador: ΘΕΜΑ ΔΗΜΙΟΥΡΓΗΣΕ Η ΕΠΙΘΕΣΗ ΜΕΡΙΔΟΣ ΤΟΥ ΤΥΠΟΥ ΕΝΑΝΤΙΟΝ ΤΟΥ ΠΡΕΣΒΕΥΤΟΥ ΤΩΝ ΗΝΩΜ. ΠΟΛΙΤΕΙΩΝ: [602, 1241, 936, 1267]
- cell-value: 510,94: [324, 740, 352, 750]
- bond-number-line: 835599 891892 952290 976063: [1194, 1079, 1325, 1089]
- headline-schmidt: ΑΝΑΧΩΡΕΙ Ο ΣΜΙΤ: [430, 840, 524, 851]
- row-label: Δολλάριον ΗΠΑ: [1, 772, 60, 782]
- headline-commodities: Τὸ χρηματιστήριον τῶν ἐμπορευμάτων: [0, 961, 239, 1010]
- subheading-nursing: ΕΙΣΑΓΩΓΗ ΜΑΘΗΤΡΙΩΝ ΣΤΗ ΣΧΟΛΗ ΝΟΣΟΚΟΜΩΝ ΤΗΣ ΚΑΛΑΜΑΤΑΣ: [28, 1564, 325, 1574]
- article-text: τηλεγράφημα ἀπὸ τὴν Ἄγκυρα, στὸ ὁποῖο ἀναφέρεται ὅτι ὁ Καγκελάριος κ. Σμὶτ ἀναχωρεῖ σήμερα, μετὰ τὸ πέρας τῶν συνομιλιῶν του.: [360, 864, 594, 897]
- article-text: γυθέλαιος προβλέψεις. Βασικὸς παράγων μεταξὺ ὅλων τῶν παραγόντων ἀβεβαιότητος εἶναι ὁ ρυθμὸς τοῦ πληθωρισμοῦ. Ὁ πληθωρισμὸς κατὰ τὸ τρίτον τρίμηνον τοῦ 1975 εὑρίσκετο εἰς ἐτήσιον ἐπίπεδον 7,1%, ἀλλὰ εἰς τὸ τέταρτον τρίμηνον ἐσημειώθη ἀνοδικὴ τάσις. Βελτίωσις, πάντως, εἶναι ἀναμενομένη κατὰ τὸ πρῶτον ἑξάμηνον.: [360, 109, 594, 187]
- article-deposits: [360, 608, 594, 652]
- cell-value: 650,50: [324, 721, 352, 731]
- row-label: Φιορίνι Ὀλλανδίας: [1, 877, 78, 887]
- subhead-ankara: Ἔκλεισε ἡ πολυτεχνικὴ σχολὴ μέχρι τὸ Μάρτιο.— Τραυματισμοὶ καὶ συλλήψεις στὴν πόλη Γκαζιεντέρ: [1194, 96, 1592, 131]
- table-row: [0, 731, 353, 741]
- headline-waste-feed: ΤΑ ΑΠΟΡΡΙΜΜΑΤΑ ΓΙΑ ΤΗ ΔΙΑΤΡΟΦΗ ΤΩΝ ΖΩΩΝ: [369, 440, 585, 461]
- article-text-repeat: Τὸ δελτίον τιμῶν τοῦ χρηματιστηρίου ἐμπορευμάτων Θεσσαλονίκης τῆς 7ης Ἰανουαρίου 1976 ἔχει ὡς ἑξῆς: ΔΗΜΗΤΡΙΑΚΑ: Σῖτος σκληρὸς 6,40 – 6,70, μαλακὸς 6,15 – 6,35, κριθὴ 5,30 – 5,55, ἀραβόσιτος 5,85 – 6,10, βρώμη 5,10 – 5,35. ΟΣΠΡΙΑ: Φασόλια χονδρὰ 26,00 – 28,00, μέτρια 22,00 – 23,50, φακὴ 21,00 – 22,50, ρεβύθια 16,50 – 17,80. ΒΑΜΒΑΚΙ: Σύσπορον 15,60 – 16,10, ἐκκοκκισμένον 46,00 – 48,50. ΕΛΑΙΑ: Ἐλαιόλαδον ἐξευγενισμένον 52,00, παρθένον 1ης 55,50 – 56,80. ΤΥΡΟΙ: Φέτα 62,00 – 66,00, κασέρι 88,00 – 92,00, κεφαλοτύρι 84,00 – 86,50. ΔΕΡΜΑΤΑ: Βοδινὰ 28,00 – 32,00, ἀρνίσια 31,00 – 34,00. ΖΑΧΑΡΙΣ: Κρυσταλλική 18,60 – 19,20. ΟΙΝΟΠΝΕΥΜΑ: 37,50 – 38,40.: [0, 1101, 353, 1212]
- bond-number-line: Ε 616221 994178.: [1194, 920, 1273, 930]
- article-text: — Τὸ συμβούλιο τῆς ἐπαναστάσεως τῆς Πορτογαλίας ἀποφάσισε νὰ ἀπελάσει ὅλους τοὺς ξένους ἐθελοντὲς ποὺ εὑρίσκονται στὴ χώρα. Ὁ ἀριθμὸς τους ὑπολογίζεται σὲ 10.000. Κατὰ τὴν ἐπίσημη ἀνακοίνωση, ἡ παρουσία τους ἀποτελεῖ κίνδυνο γιὰ τὴν κατάσταση ποὺ δημιουργήθηκε στὴ χώρα.: [1194, 367, 1389, 467]
- table-title: ΞΕΝΑ ΤΡΑΠΕΖΟΓΡΑΜΜΑΤΙΑ: [115, 752, 238, 762]
- article-text: ΚΑΛΑΜΑΤΑ, 7. — Ἡ Σχολὴ Νοσοκόμων τοῦ Γενικοῦ Νοσοκομείου Καλαμάτας ἀνακοινώνει ὅτι δέχεται αἰτήσεις εἰσαγωγῆς μαθητριῶν διὰ τὸ νέον ἐκπαιδευτικὸν ἔτος. Αἱ ὑποψήφιαι πρέπει νὰ εἶναι ἀπόφοιτοι ἑξαταξίου Γυμνασίου καὶ ἡλικίας 17 ἕως 25 ἐτῶν. Αἱ αἰτήσεις ὑποβάλλονται μέχρι 31 Ἰανουαρίου.: [0, 1577, 353, 1632]
- article-bonds: [1194, 876, 1389, 1119]
- table-row: [0, 859, 353, 869]
- bond-number-line: 284505 586100 642077 855658: [1194, 950, 1325, 960]
- article-employers: [0, 1282, 353, 1437]
- table-row: [0, 915, 353, 925]
- article-text-repeat: ΣΕ τροχαῖα δυστυχήματα, ποὺ σημειώθηκαν χθὲς στὴ Φθιώτιδα καὶ τὴν Πελοπόννησο, σκοτώθηκαν δύο ἄτομα, ἐνῶ στὸ νοσοκομεῖο ΑΧΕΠΑ τῆς Θεσσαλονίκης ἐξέπνευσε 11χρονος μαθητής.: [790, 1142, 970, 1209]
- article-text-repeat: ΑΘΗΝΑΙ, 7. — Προσῆλθε καὶ ἀνέλαβε τὰ καθήκοντά του ὁ νέος ὑπουργὸς Παιδείας καὶ Θρησκευμάτων κ. Γ. Ράλλης. Τὸν νέον ὑπουργὸν ὑπεδέχθη ὁ ἀπερχόμενος ὑπουργὸς κ. Π. Ζέπος, ὁ ὁποῖος εὐχήθη εἰς τὸν διάδοχόν του ἐπιτυχίαν εἰς τὸ ἔργον του. Ὁ κ. Ράλλης εἶχε κατόπιν συνεργασίαν μὲ τοὺς ὑφυπουργοὺς καὶ τοὺς γενικοὺς διευθυντὰς τοῦ ὑπουργείου. Ἐπίσης ἀνέλαβε τὰ καθήκοντά του ὁ νέος ὑπουργὸς Δημοσίας Τάξεως κ. Σταμάτης, ὁ ὁποῖος ἐπεσκέφθη τὰ ἀρχηγεῖα χωροφυλακῆς καὶ ἀστυνομίας πόλεων.: [643, 900, 970, 1065]
- headline-council: ΝΕΟ ΠΡΟΕΔΡΕΙΟ ΔΗΜΟΤΙΚΟΥ ΣΥΜΒΟΥΛΙΟΥ: [364, 659, 590, 670]
- article-text-repeat: ΠΑΡΙΣΙ, 7. (Ἀφὲ. Πρὰςτ.). — Μορφὴ αἰσιοδοξίας γιὰ τὶς προοπτικὲς τῆς ἑλληνικῆς οἰκονομίας ἐκφράζει ὁ διοικητὴς τῆς Ἐθνικῆς Τραπέζης τῆς Ἑλλάδος κ. Ἀγγελόπουλος, σὲ ἄρθρο του στὴ γαλλικὴ ἐφημερίδα «Λὲ Μόντ». Ὁ κ. Ἀγγελόπουλος τονίζει ὅτι ἡ χώρα διαθέτει τὶς ἀπαιτούμενες δυνάμεις γιὰ νὰ ξεπεράσει τὶς δυσκολίες καὶ ζητεῖ τὴν κινητοποίηση ὅλων τῶν δυνάμεων τοῦ ἔθνους γιὰ τὴν οἰκονομικὴ ἀνάπτυξη.: [1397, 615, 1592, 736]
- subheading: ΑΝΑΚΟΙΝΩΣΙΣ ΤΟΥ ΠΑ.ΣΟ.Κ.: [628, 1508, 756, 1518]
- table-row: [0, 830, 353, 840]
- article-national-bank: [1194, 560, 1592, 737]
- row-label: Περιόδου εἰς χιλιάδας: [1, 721, 96, 731]
- cell-value: 11,744: [324, 925, 352, 935]
- article-text: ΑΘΗΝΑΙ, 7. — Ἡ 16χρονη μαθήτρια Ἀθηνᾶ Σαλμᾶ ἐσκοτώθη χθὲς τὸ ἀπόγευμα, ὅταν ἔπεσεν ἀπὸ τὸν τέταρτον ὄροφον πολυκατοικίας τῆς ὁδοῦ Κύπρου.: [360, 545, 594, 578]
- cell-value: 1,916: [329, 868, 352, 877]
- subhead-us-economy: Περίπου 6% θὰ αὐξηθῆ τὸ ἐθνικὸ εἰσόδημα.— Ἀνησυχία μόνον διὰ τὰς συλλογικὰς συμβάσεις ἐργασίας: [2, 119, 351, 173]
- cell-value: 4,619: [251, 886, 274, 896]
- bureaucracy-block: [1397, 876, 1592, 1119]
- subheading: ΣΤΟΝ ΒΟΛΟ: [1055, 190, 1108, 200]
- row-label: Κορῶνα Σουηδίας: [1, 849, 69, 859]
- article-text: ΠΑΡΙΣΙ, 7. (Ἀφὲ. Πρὰςτ.). — Μορφὴ αἰσιοδοξίας γιὰ τὶς προοπτικὲς τῆς ἑλληνικῆς οἰκονομίας ἐκφράζει ὁ διοικητὴς τῆς Ἐθνικῆς Τραπέζης τῆς Ἑλλάδος κ. Ἀγγελόπουλος, σὲ ἄρθρο του στὴ γαλλικὴ ἐφημερίδα «Λὲ Μόντ». Ὁ κ. Ἀγγελόπουλος τονίζει ὅτι ἡ χώρα διαθέτει τὶς ἀπαιτούμενες δυνάμεις γιὰ νὰ ξεπεράσει τὶς δυσκολίες καὶ ζητεῖ τὴν κινητοποίηση ὅλων τῶν δυνάμεων τοῦ ἔθνους γιὰ τὴν οἰκονομικὴ ἀνάπτυξη.: [1194, 559, 1389, 680]
- article-text-repeat: ΑΘΗΝΑΙ, 7. — Ἐκ τοῦ ὑπουργείου Οἰκονομικῶν ἀνακοινοῦται ὅτι, ἐν ὄψει τῆς ὑποβολῆς τῶν δηλώσεων φορολογίας εἰσοδήματος, ὅλοι οἱ ἐργοδόται ὑποχρεοῦνται νὰ χορηγήσουν εἰς τοὺς μισθωτοὺς των βεβαιώσεις, εἰς τὰς ὁποίας θὰ ἀναφέρωνται αἱ πάσης φύσεως ἀποδοχαὶ τῶν ἐργαζομένων κατὰ τὸ ἔτος 1975, αἱ κρατήσεις διὰ ἀσφαλιστικοὺς ὀργανισμοὺς, ὁ παρακρατηθεὶς φόρος καὶ τὸ ἐπίδομα οἰκογενειακῶν βαρῶν. Αἱ βεβαιώσεις πρέπει νὰ χορηγηθοῦν τὸ ἀργότερον μέχρι τῆς 15ης Φεβρουαρίου.: [0, 1348, 353, 1436]
- cell-value: 13,392: [246, 830, 274, 840]
- article-text-repeat: — Συδεκάδες προβλέψεων οἰκονομικῶν φύσεως διὰ τὸ 1976, αἱ ὁποῖαι ἐδόθησαν πρὸς δημοσιότητα, κατὰ τὰς τελευταίας ἑβδομάδας, ὑπὸ τῶν ἀμερικανικῶν οἰκονομολόγων, ἐκφράζουν ἀξιοπρόσεκτον συνέπειαν. Ὅλαι αἱ προβλέψεις, σχεδὸν ὁμοῦ, συμφωνοῦν ὅτι ἡ ἀμερικανικὴ οἰκονομία θὰ συνεχίσῃ τὴν ἀνάκαμψιν κατὰ τὸ νέον ἔτος, μὲ ρυθμὸν σταθερὸν, ἀλλὰ βραδύν. Αἱ περισσότεραι προβλέψεις ἀναφέρουν αὔξησιν τοῦ ἀκαθαρίστου ἐθνικοῦ προϊόντος κατὰ 6% περίπου. Ὁ πληθωρισμὸς ἀναμένεται νὰ περιορισθῇ εἰς τὰ ἐπίπεδα τοῦ 6% καὶ ἡ ἀνεργία νὰ μειωθῇ βαθμιαίως. Ἡ κυριωτέρα ἀνησυχία, ἐν τούτοις, ἀφορᾷ τὰς συλλογικὰς συμβάσεις ἐργασίας, αἱ ὁποῖαι θὰ ἐπαναδιαπραγματευθοῦν κατὰ τὸ 1976 εἰς βασικοὺς κλάδους τῆς βιομηχανίας, ὅπως ἡ αὐτοκινητοβιομηχανία, τὰ ἐλαστικὰ καὶ αἱ ἠλεκτρικαὶ συσκευαί. Οἱ οἰκονομολόγοι φοβοῦνται ὅτι ὑπερβολικαὶ αὐξήσεις μισθῶν θὰ ἀναζωπυρώσουν τὸν πληθωρισμόν.: [0, 309, 353, 453]
- headline-seed-varieties: ΝΕΕΣ ΠΟΙΚΙΛΙΕΣ ΣΙΤΟΣΠΟΡΟΥ: [400, 738, 554, 749]
- cell-value: 13,147: [324, 877, 352, 887]
- article-text: Ἐπίσης ἀνέλαβε καθήκοντα ὁ νέος ὑφυπουργὸς Δημοσίας Τάξεως κ. Σταμάτης. Ὁ κ. Σταμάτης συνεργάσθηκε μὲ τὸν ἀρχηγὸ τῆς Χωροφυλακῆς καὶ τὸν ἀρχηγὸ τῆς Ἀστυνομίας Πόλεων καὶ ἐνημερώθηκε γιὰ τὰ θέματα τοῦ ὑπουργείου του. Τὸν νέο ὑπουργὸ Δημοσίας Τάξεως καλωσόρισε ὁ κ. Ἀγγελόπουλος.: [977, 910, 1186, 987]
- article-text-repeat: Ο κ. Γεώργιος Φεσσόπουλος, διευθυντὴς τοῦ τμήματος Λακώνων τῆς Ἀμερικῆς, ἀνακοίνωσε ὅτι ἀπεφασίσθη ἡ διενέργεια ἐράνου μεταξὺ τῶν ὁμογενῶν Λακώνων διὰ τὴν ἀγορὰν πολεμικοῦ σκάφους, τὸ ὁποῖον θὰ δωρηθῇ εἰς τὸ Πολεμικὸν Ναυτικόν. Μέχρι σήμερον συνεκεντρώθησαν 50 χιλιάδες δολλάρια. Ὁ κ. Φεσσόπουλος ἐτόνισεν ὅτι ὁ ἔρανος συνεχίζεται μὲ ἐνθουσιασμὸν καὶ ὅτι ὅλοι οἱ Λάκωνες τῆς Ἀμερικῆς θὰ συμβάλουν εἰς τὴν ἐπιτυχίαν του. Κατέληξε λέγων ὅτι οἱ ὁμογενεῖς παρακολουθοῦν μὲ ἐνδιαφέρον τὰ ἐθνικὰ θέματα.: [977, 739, 1186, 893]
- row-label: Λίρα Ἀγγλίας: [1, 782, 56, 792]
- headline-labour-elections: ΕΓΙΝΑΝ ΟΙ ΕΚΛΟΓΕΣ ΣΤΑ ΕΡΓΑΤΙΚΑ ΚΕΝΤΡΑ ΤΗΣ ΚΑΒΑΛΑΣ ΚΑΙ ΤΟΥ ΒΟΛΟΥ: [980, 0, 1183, 21]
- article-shipowners: [360, 812, 594, 834]
- article-text: ΑΘΗΝΑΙ, 7. — Κατὰ τὴν 25ην κλήρωσιν τοῦ ὁμολογιακοῦ δανείου οἰκονομικῆς ἀναπτύξεως 6,5% τοῦ 1971, ἐκληρώθησαν οἱ ἑξῆς ἀριθμοί:: [1194, 875, 1389, 920]
- article-seed: [360, 750, 594, 783]
- cell-value: 70,477: [246, 791, 274, 801]
- article-text: Ο κ. Γεώργιος Φεσσόπουλος, διευθυντὴς τοῦ τμήματος Λακώνων τῆς Ἀμερικῆς, ἀνακοίνωσε ὅτι ἀπεφασίσθη ἡ διενέργεια ἐράνου μεταξὺ τῶν ὁμογενῶν Λακώνων διὰ τὴν ἀγορὰν πολεμικοῦ σκάφους, τὸ ὁποῖον θὰ δωρηθῇ εἰς τὸ Πολεμικὸν Ναυτικόν. Μέχρι σήμερον συνεκεντρώθησαν 50 χιλιάδες δολλάρια. Ὁ κ. Φεσσόπουλος ἐτόνισεν ὅτι ὁ ἔρανος συνεχίζεται μὲ ἐνθουσιασμὸν καὶ ὅτι ὅλοι οἱ Λάκωνες τῆς Ἀμερικῆς θὰ συμβάλουν εἰς τὴν ἐπιτυχίαν του. Κατέληξε λέγων ὅτι οἱ ὁμογενεῖς παρακολουθοῦν μὲ ἐνδιαφέρον τὰ ἐθνικὰ θέματα.: [977, 320, 1186, 464]
- table-row: [0, 773, 353, 783]
- bond-number-line: Γ 025378 158016 332125: [1194, 970, 1301, 980]
- row-label: Εμπορικόν κεφάλαιον: [1, 711, 87, 721]
- dateline: ΑΓΚΥΡΑ, 7, (Ρώϋτερ).: [1194, 134, 1319, 144]
- article-waste-feed: [360, 462, 594, 516]
- column-2: [360, 0, 594, 2324]
- article-text-repeat: ΑΘΗΝΑΙ, 7. — Ὁ πρωθυπουργὸς κ. Κ. Καραμανλὴς ἐδέχθη χθὲς τὴν ρεσεψιὸν τὸν πρόεδρον τοῦ διοικητικοῦ συμβουλίου τῆς ΕΡΤ κ. Οἰκονομίδην καὶ τὸν γενικὸν διευθυντὴν κ. Ἰωάννου. Κατὰ τὴν συνάντησιν ὁ πρωθυπουργὸς ἐτόνισεν ὅτι ἡ ἐνημέρωσις ἀπὸ τὴν ΕΡΤ πρέπει νὰ εἶναι πλήρης καὶ ἀντικειμενική. Τὸ ἵδρυμα, εἶπεν, ὑπὸ τὴν νέαν μορφὴν ἔχει μεγάλην ἀποστολὴν καὶ ἀναμένεται νὰ δικαιώσῃ τὰς προσδοκίας τοῦ κοινοῦ. Ὁ κ. Καραμανλὴς ἀνεφέρθη εἰς τὸν ρόλον τῆς ραδιοφωνίας καὶ τῆς τηλεοράσεως εἰς μίαν δημοκρατικὴν κοινωνίαν καὶ ἐτόνισεν τὴν ἀνάγκην ὅπως τὰ προγράμματα ἀνταποκρίνωνται εἰς τὴν πολιτιστικὴν παράδοσιν τοῦ τόπου. Ὁ κ. Οἰκονομίδης ἐνημέρωσε τὸν πρωθυπουργὸν διὰ τὰ προγράμματα τοῦ ἱδρύματος καὶ διὰ τὰ μέτρα τὰ ὁποῖα λαμβάνονται διὰ τὴν βελτίωσιν τῆς λειτουργίας του.: [602, 478, 782, 731]
- table-row: [0, 944, 353, 954]
- article-papageorgiou: [360, 709, 594, 731]
- bond-number-line: Γ 470214 κερδίζει 500.000 δρχ.: [1194, 1000, 1340, 1010]
- cell-value: 4,738: [329, 886, 352, 896]
- article-text: ΒΟΛΟΣ, 7. — Κατὰ τὰς ἀρχαιρεσίας τοῦ ἐργατικοῦ κέντρου Βόλου, ἐπικράτησε ὁ συνδυασμὸς τοῦ κ. Ν. Λάππα. Ὁ νέος πρόεδρος εὐχαρίστησε τοὺς ἀντιπροσώπους διὰ τὴν ἐμπιστοσύνην τὴν ὁποίαν ἔδειξαν εἰς τὸν συνδυασμόν του καὶ ὑπεσχέθη ὅτι θὰ ἐργασθῇ διὰ τὴν ἐξυπηρέτησιν τῶν συμφερόντων τῶν ἐργαζομένων.: [977, 203, 1186, 291]
- cell-value: 7,975: [329, 801, 352, 811]
- article-labour-elections: [977, 22, 1186, 187]
- article-text-repeat: ΟΠΟΡΤΟ, Πορτογαλία, 7. (Ασσ. Πρές). — Βόμβες ἐξερράγησαν στὰ γραφεῖα τοῦ Κομμουνιστικοῦ Κόμματος στὸ Όπορτο, προκαλώντας σοβαρὲς ζημιές.: [1397, 450, 1592, 504]
- article-text: ΟΠΟΡΤΟ, Πορτογαλία, 7. (Ασσ. Πρές). — Βόμβες ἐξερράγησαν στὰ γραφεῖα τοῦ Κομμουνιστικοῦ Κόμματος στὸ Όπορτο, προκαλώντας σοβαρὲς ζημιές.: [1397, 417, 1592, 461]
- table-row: [0, 712, 353, 722]
- cell-value: 72,629: [324, 791, 352, 801]
- row-label: Λιρέττα Ἰταλίας: [1, 886, 69, 896]
- cell-value: 88,80: [251, 810, 274, 820]
- headline-papageorgiou: Ο κ. ΠΑΠΑΓΕΩΡΓΙΟΥ ΣΤΙΣ ΚΟΙΝΟΤΗΤΕΣ: [376, 698, 578, 709]
- article-council: [360, 670, 594, 691]
- article-text: Τὸ δελτίον τιμῶν τοῦ χρηματιστηρίου ἐμπορευμάτων Θεσσαλονίκης τῆς 7ης Ἰανουαρίου 1976 ἔχει ὡς ἑξῆς: ΔΗΜΗΤΡΙΑΚΑ: Σῖτος σκληρὸς 6,40 – 6,70, μαλακὸς 6,15 – 6,35, κριθὴ 5,30 – 5,55, ἀραβόσιτος 5,85 – 6,10, βρώμη 5,10 – 5,35. ΟΣΠΡΙΑ: Φασόλια χονδρὰ 26,00 – 28,00, μέτρια 22,00 – 23,50, φακὴ 21,00 – 22,50, ρεβύθια 16,50 – 17,80. ΒΑΜΒΑΚΙ: Σύσπορον 15,60 – 16,10, ἐκκοκκισμένον 46,00 – 48,50. ΕΛΑΙΑ: Ἐλαιόλαδον ἐξευγενισμένον 52,00, παρθένον 1ης 55,50 – 56,80. ΤΥΡΟΙ: Φέτα 62,00 – 66,00, κασέρι 88,00 – 92,00, κεφαλοτύρι 84,00 – 86,50. ΔΕΡΜΑΤΑ: Βοδινὰ 28,00 – 32,00, ἀρνίσια 31,00 – 34,00. ΖΑΧΑΡΙΣ: Κρυσταλλική 18,60 – 19,20. ΟΙΝΟΠΝΕΥΜΑ: 37,50 – 38,40.: [0, 1013, 353, 1112]
- headline-ankara-student: Ἕνας ἀκόμα σπουδαστὴς βρῆκε τὸν θάνατο σὲ συμπλοκὲς στὴν Ἄγκυρα: [1209, 0, 1577, 92]
- article-security-forces: [360, 22, 594, 265]
- headline-dried-fruits: ΔΕΝ ΘΑ ΓΙΝΗ ΕΙΣΑΓΩΓΗ ΞΗΡΩΝ ΚΑΡΠΩΝ ΓΙΑ ΤΗΝ ΠΡΟΣΤΑΣΙΑ ΤΗΣ ΕΓΧΩΡΙΟΥ ΠΑΡΑΓΩΓΗΣ: [362, 272, 592, 293]
- article-nursing: [0, 1577, 353, 1676]
- column-1: [0, 0, 353, 2324]
- subheading: Ο κ. ΣΤΑΜΑΤΗΣ: [1047, 897, 1116, 907]
- row-label: Λίρα Ἰρλανδίας: [1, 791, 65, 801]
- headline-deposits: ΤΟ ΥΨΟΣ ΤΩΝ ΚΑΤΑΘΕΣΕΩΝ ΣΤΗΝ ΤΡΑΠΕΖΑ ΕΡΓΑΣΙΑΣ: [363, 585, 591, 607]
- cell-value: 35,780: [324, 772, 352, 782]
- article-text: ΑΘΗΝΑΙ, 7. — Αἱ καταθέσεις εἰς τὴν Τράπεζαν Ἐργασίας ἀνῆλθον κατὰ τὸ 1975 εἰς 943.377 δρχ. ἐκατομμύρια, σημειώσασαι αὔξησιν 28,4% ἔναντι τοῦ προηγουμένου ἔτους.: [360, 607, 594, 652]
- article-text: ΚΑΒΑΛΑ, 7. — Διενεργήθησαν αἱ ἀρχαιρεσίαι εἰς τὸ Ἐργατοϋπαλληλικὸν Κέντρον Καβάλας, διὰ τὴν ἀνάδειξιν νέας διοικήσεως. Ἐψήφισαν 104 ἀντιπρόσωποι τῶν σωματείων τῆς πόλεως. Ἐξελέγησαν: Πρόεδρος Π. Γεωργιάδης, Ἀντιπρόεδρος Β. Θεμελῆς, Γενικὸς Γραμματεὺς Χ. Καζάκης, Ταμίας Ι. Φωτιάδης.: [977, 22, 1186, 109]
- cell-value: 7,777: [251, 801, 274, 811]
- cell-value: 6,391: [329, 858, 352, 868]
- cell-value: 13,354: [246, 820, 274, 830]
- column-5: [1194, 0, 1592, 2324]
- column-header: Πώλησις: [320, 762, 352, 772]
- article-turkey-persia: [1194, 785, 1592, 840]
- article-text: — Συδεκάδες προβλέψεων οἰκονομικῶν φύσεως διὰ τὸ 1976, αἱ ὁποῖαι ἐδόθησαν πρὸς δημοσιότητα, κατὰ τὰς τελευταίας ἑβδομάδας, ὑπὸ τῶν ἀμερικανικῶν οἰκονομολόγων, ἐκφράζουν ἀξιοπρόσεκτον συνέπειαν. Ὅλαι αἱ προβλέψεις, σχεδὸν ὁμοῦ, συμφωνοῦν ὅτι ἡ ἀμερικανικὴ οἰκονομία θὰ συνεχίσῃ τὴν ἀνάκαμψιν κατὰ τὸ νέον ἔτος, μὲ ρυθμὸν σταθερὸν, ἀλλὰ βραδύν. Αἱ περισσότεραι προβλέψεις ἀναφέρουν αὔξησιν τοῦ ἀκαθαρίστου ἐθνικοῦ προϊόντος κατὰ 6% περίπου. Ὁ πληθωρισμὸς ἀναμένεται νὰ περιορισθῇ εἰς τὰ ἐπίπεδα τοῦ 6% καὶ ἡ ἀνεργία νὰ μειωθῇ βαθμιαίως. Ἡ κυριωτέρα ἀνησυχία, ἐν τούτοις, ἀφορᾷ τὰς συλλογικὰς συμβάσεις ἐργασίας, αἱ ὁποῖαι θὰ ἐπαναδιαπραγματευθοῦν κατὰ τὸ 1976 εἰς βασικοὺς κλάδους τῆς βιομηχανίας, ὅπως ἡ αὐτοκινητοβιομηχανία, τὰ ἐλαστικὰ καὶ αἱ ἠλεκτρικαὶ συσκευαί. Οἱ οἰκονομολόγοι φοβοῦνται ὅτι ὑπερβολικαὶ αὐξήσεις μισθῶν θὰ ἀναζωπυρώσουν τὸν πληθωρισμόν.: [0, 177, 353, 320]
- bond-number-line: Ε 034189 084952 128548 722148: [1194, 1030, 1335, 1040]
- row-label: εἰς δολλάρια: [1, 730, 56, 740]
- headline-national-bank: ΑΙΣΙΟΔΟΞΙΑ ΓΙΑ ΤΙΣ ΠΡΟΟΠΤΙΚΕΣ ΤΗΣ ΟΙΚΟΝΟΜΙΑΣ ΕΚΦΡΑΖΕΙ Ο ΔΙΟΙΚΗΤΗΣ ΤΗΣ ΕΘΝΙΚΗΣ ΤΡΑΠΕΖΗΣ ΚΑΙ ΖΗΤΕΙ ΚΙΝΗΤΟΠΟΙΗΣΗ ΤΩΝ ΔΥΝΑΜΕΩΝ ΤΗΣ ΧΩΡΑΣ: [1194, 520, 1568, 559]
- row-label: Πεσέτα Ἰσπανίας: [1, 915, 69, 925]
- article-text-repeat: Η ΠΑ.ΣΟ.Κ. ἐξέδωσε ἡ ἀκόλουθη ἀνακοίνωση: «Ἡ παραδοχὴ τῆς ἀμερικανικῆς πρεσβείας ὅτι διεξάγονται ἐνέργειαι τῆς CIA εἰς τὴν Ἑλλάδα ἐπιβεβαιώνει ὅσα κατήγγειλε τὸ κόμμα μας ἐπανειλημμένως».: [790, 1435, 970, 1512]
- article-text-repeat: ΚΑΒΑΛΑ, 7. — Διενεργήθησαν αἱ ἀρχαιρεσίαι εἰς τὸ Ἐργατοϋπαλληλικὸν Κέντρον Καβάλας, διὰ τὴν ἀνάδειξιν νέας διοικήσεως. Ἐψήφισαν 104 ἀντιπρόσωποι τῶν σωματείων τῆς πόλεως. Ἐξελέγησαν: Πρόεδρος Π. Γεωργιάδης, Ἀντιπρόεδρος Β. Θεμελῆς, Γενικὸς Γραμματεὺς Χ. Καζάκης, Ταμίας Ι. Φωτιάδης.: [977, 98, 1186, 187]
- cell-value: 87,136: [324, 944, 352, 954]
- cell-value: 1,267: [251, 905, 274, 915]
- article-text-repeat: ΑΘΗΝΑΙ, 7. — Οἱ γραφειοκρατικὲς διατυπώσεις γιὰ τὴν ἵδρυση καὶ λειτουργία βιομηχανιῶν καὶ βιοτεχνιῶν θὰ καταργηθοῦν, σύμφωνα μὲ νομοσχέδιο ποὺ ἑτοιμάζει τὸ ὑπουργεῖο Βιομηχανίας. Τὸ νομοσχέδιο προβλέπει τὴν ἀπλούστευση τῶν διαδικασιῶν καὶ τὴν ἐπιτάχυνση τῆς ἐκδόσεως ἀδειῶν.: [1397, 1221, 1592, 1309]
- cell-value: 70,577: [246, 782, 274, 792]
- dateline: ΛΙΣΣΑΒΩΝΑ, 7. (Ρώϋτερ).: [1194, 367, 1342, 378]
- article-text: ΑΘΗΝΑΙ, 7. — Αὔξησιν ἐμφανίζουν αἱ ἐξαγωγαὶ ἐσπεριδοειδῶν κατὰ τὴν τρέχουσαν περίοδον. Μέχρι σήμερον ἐξήχθησαν 110.000 τόννοι, ἔναντι 94.000 τόννων κατὰ τὴν ἀντίστοιχον περίοδον τοῦ 1975.: [360, 388, 594, 432]
- cell-value: 5,715: [251, 839, 274, 849]
- headline-ert: Πλήρης καὶ ἀντικειμενικὴ πρέπει νὰ εἶναι ἡ ἐνημέρωση ἀπὸ τὴν ΕΡΤ: [648, 0, 924, 135]
- cell-value: 44,091: [324, 934, 352, 944]
- capital-table: [0, 712, 353, 750]
- cell-value: 13,802: [324, 830, 352, 840]
- bond-number-line: Δ 118576 229436 288601 394802: [1194, 1050, 1335, 1060]
- article-text-repeat: ΚΑΛΑΜΑΤΑ, 7. — Ἡ Σχολὴ Νοσοκόμων τοῦ Γενικοῦ Νοσοκομείου Καλαμάτας ἀνακοινώνει ὅτι δέχεται αἰτήσεις εἰσαγωγῆς μαθητριῶν διὰ τὸ νέον ἐκπαιδευτικὸν ἔτος. Αἱ ὑποψήφιαι πρέπει νὰ εἶναι ἀπόφοιτοι ἑξαταξίου Γυμνασίου καὶ ἡλικίας 17 ἕως 25 ἐτῶν. Αἱ αἰτήσεις ὑποβάλλονται μέχρι 31 Ἰανουαρίου.: [0, 1621, 353, 1675]
- table-row: [0, 887, 353, 897]
- cell-value: 5,862: [329, 839, 352, 849]
- continued-label: ΣΥΝΕΧΕΙΑ ΕΚ ΤΗΣ 1ΗΣ ΣΕΛ.: [360, 853, 483, 863]
- row-label: Λίρα Κύπρου: [1, 944, 51, 954]
- bond-number-line: Δ 204673 κερδίζει 200.000 δρχ.: [1194, 1010, 1340, 1020]
- bond-number-line: Ε 129351 137664 200775 471395: [1194, 1099, 1335, 1109]
- cell-value: 6,232: [251, 858, 274, 868]
- bond-number-line: Α 897333 κερδίζει 2.000.000 δρχ.: [1194, 980, 1350, 990]
- article-volos: [977, 203, 1186, 291]
- column-4: [977, 0, 1186, 2324]
- article-text: λουθον ἀνακοινωθέν: «Ἡ πρεσβεία τῶν Ἡνωμένων Πολιτειῶν τῆς Ἀμερικῆς ἐπιθυμεῖ νὰ ἀπαντήσῃ εἰς τὰ δημοσιεύματα ὁρισμένων ἐφημερίδων σχετικῶς μὲ τὸν πρεσβευτὴν κ. Κιούμπις. Τὰ δημοσιεύματα αὐτὰ στεροῦνται πάσης βάσεως». Ὁ Ἀμερικανὸς ὑπουργὸς ἐδήλωσεν ὅτι ἡ πολιτικὴ τῶν ΗΠΑ ἔναντι τῆς Ἑλλάδος παραμένει ἀμετάβλητος.: [602, 1284, 782, 1395]
- bond-number-line: 533043 622549 635797 764312: [1194, 1109, 1325, 1119]
- article-laconian: [977, 320, 1186, 894]
- deck-ert: Τὸ ἵδρυμα ὑπὸ τὴν νέα μορφὴ ἔχει μεγάλη ἀποστολή.— Ἀναμένεται νὰ δικαιώση τὶς προσδοκίες τοῦ κοινοῦ: [626, 177, 946, 231]
- table-row: [0, 906, 353, 916]
- article-text-repeat: ΣΕ τροχαῖα δυστυχήματα, ποὺ σημειώθηκαν χθὲς στὴ Φθιώτιδα καὶ τὴν Πελοπόννησο, σκοτώθηκαν δύο ἄτομα, ἐνῶ στὸ νοσοκομεῖο ΑΧΕΠΑ τῆς Θεσσαλονίκης ἐξέπνευσε 11χρονος μαθητής.: [602, 1104, 970, 1231]
- subheading: ΣΤΗ ΦΘΙΩΤΙΔΑ: [659, 1174, 725, 1184]
